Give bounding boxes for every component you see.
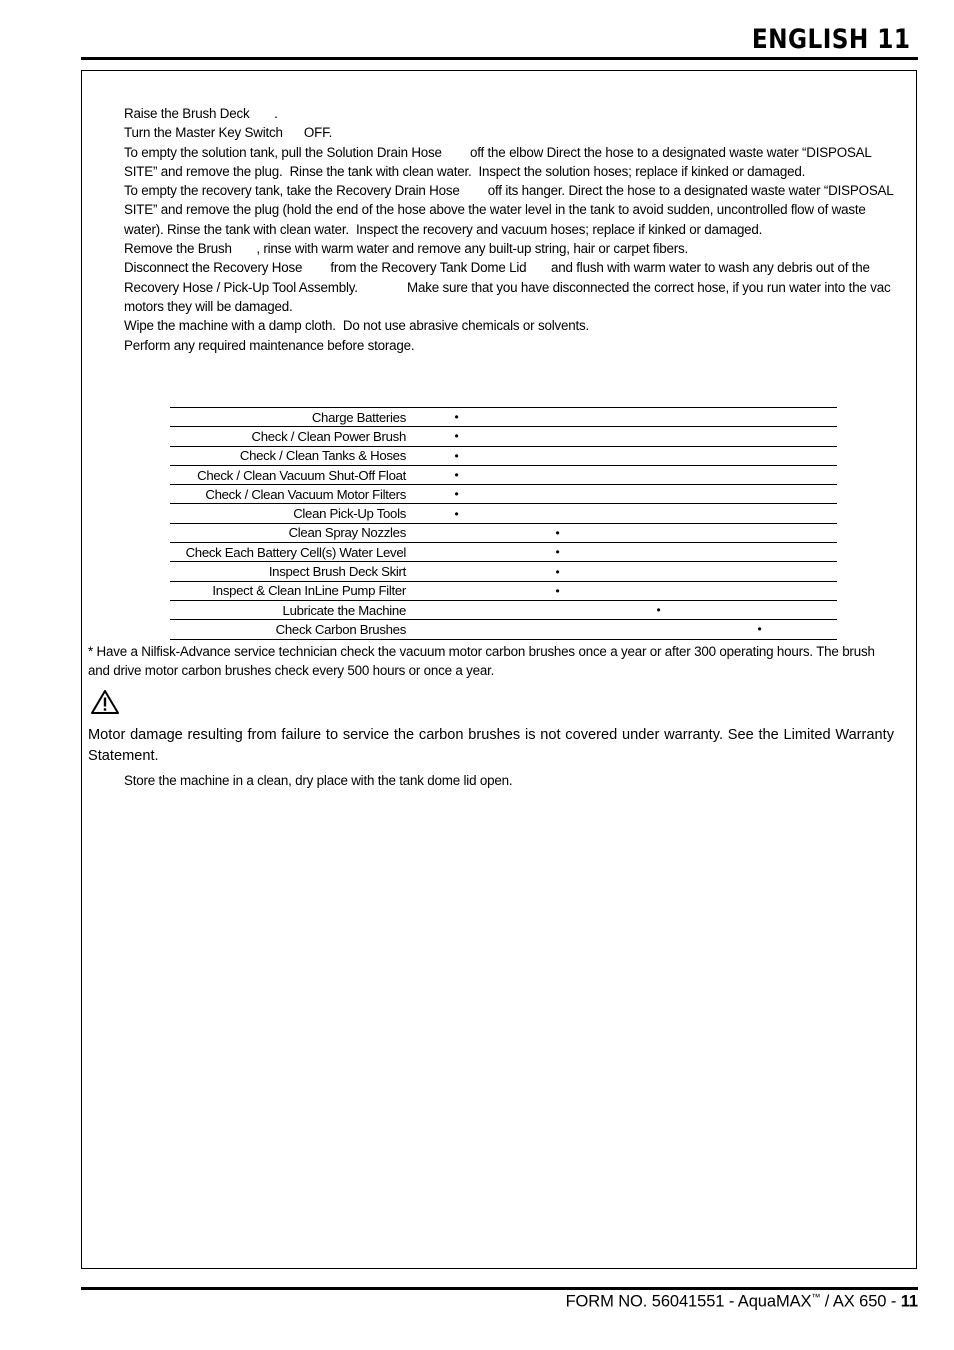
frequency-mark xyxy=(507,485,608,504)
frequency-mark: • xyxy=(507,543,608,562)
table-spacer xyxy=(810,465,837,484)
step-perform-maintenance: Perform any required maintenance before storage. xyxy=(124,337,415,353)
frequency-mark: • xyxy=(406,504,507,523)
step-empty-solution-tank: To empty the solution tank, pull the Solution Drain Hose off the elbow Direct the hose to a designated waste water “DISPOSAL SITE” and remove the plug. Rinse the tank with clean water. Inspect the solution hoses; replace if kinked or damaged. xyxy=(124,144,875,179)
frequency-mark xyxy=(709,581,810,600)
table-row xyxy=(170,465,837,484)
task-label: Check Carbon Brushes xyxy=(170,620,406,639)
frequency-mark xyxy=(608,446,709,465)
after-use-steps xyxy=(124,104,900,355)
table-row xyxy=(170,504,837,523)
task-label: Clean Spray Nozzles xyxy=(170,523,406,542)
frequency-mark xyxy=(709,543,810,562)
frequency-mark: • xyxy=(406,446,507,465)
frequency-mark xyxy=(608,562,709,581)
table-spacer xyxy=(810,600,837,619)
frequency-mark xyxy=(406,543,507,562)
header-divider xyxy=(81,57,918,60)
table-row xyxy=(170,427,837,446)
frequency-mark xyxy=(406,523,507,542)
table-spacer xyxy=(810,427,837,446)
frequency-mark: • xyxy=(507,562,608,581)
task-label: Check / Clean Vacuum Shut-Off Float xyxy=(170,465,406,484)
step-key-switch-off: Turn the Master Key Switch OFF. xyxy=(124,125,333,141)
frequency-mark xyxy=(709,408,810,427)
frequency-mark: • xyxy=(406,465,507,484)
table-spacer xyxy=(810,581,837,600)
frequency-mark xyxy=(608,543,709,562)
storage-instruction: Store the machine in a clean, dry place with the tank dome lid open. xyxy=(124,773,513,788)
task-label: Check / Clean Power Brush xyxy=(170,427,406,446)
frequency-mark xyxy=(507,620,608,639)
table-spacer xyxy=(810,408,837,427)
table-row xyxy=(170,485,837,504)
task-label: Lubricate the Machine xyxy=(170,600,406,619)
frequency-mark xyxy=(406,620,507,639)
frequency-mark: • xyxy=(406,408,507,427)
frequency-mark: • xyxy=(709,620,810,639)
frequency-mark xyxy=(608,620,709,639)
step-empty-recovery-tank: To empty the recovery tank, take the Recovery Drain Hose off its hanger. Direct the hose to a designated waste water “DISPOSAL SITE” and remove the plug (hold the end of the hose above the water level in the tank to avoid sudden, uncontrolled flow of waste water). Rinse the tank with clean water. Inspect the recovery and vacuum hoses; replace if kinked or damaged. xyxy=(124,183,897,237)
table-spacer xyxy=(810,523,837,542)
table-row xyxy=(170,620,837,639)
table-row xyxy=(170,408,837,427)
frequency-mark xyxy=(709,465,810,484)
frequency-mark xyxy=(608,523,709,542)
frequency-mark xyxy=(608,427,709,446)
step-remove-brush: Remove the Brush , rinse with warm water and remove any built-up string, hair or carpet fibers. xyxy=(124,241,689,257)
table-row xyxy=(170,446,837,465)
table-spacer xyxy=(810,620,837,639)
trademark-symbol: ™ xyxy=(811,1292,821,1302)
table-spacer xyxy=(810,504,837,523)
table-row xyxy=(170,581,837,600)
frequency-mark xyxy=(709,562,810,581)
frequency-mark xyxy=(608,408,709,427)
task-label: Charge Batteries xyxy=(170,408,406,427)
frequency-mark xyxy=(608,485,709,504)
step-disconnect-recovery-hose: Disconnect the Recovery Hose from the Recovery Tank Dome Lid and flush with warm water to wash any debris out of the Recovery Hose / Pick-Up Tool Assembly. Make sure that you have disconnected the correct hose, if you run water into the vac motors they will be damaged. xyxy=(124,260,894,314)
frequency-mark: • xyxy=(507,581,608,600)
frequency-mark xyxy=(709,485,810,504)
frequency-mark xyxy=(406,600,507,619)
table-row xyxy=(170,562,837,581)
table-row xyxy=(170,600,837,619)
frequency-mark xyxy=(406,581,507,600)
frequency-mark xyxy=(406,562,507,581)
frequency-mark xyxy=(507,427,608,446)
table-spacer xyxy=(810,562,837,581)
table-spacer xyxy=(810,485,837,504)
frequency-mark xyxy=(608,504,709,523)
table-row xyxy=(170,523,837,542)
table-spacer xyxy=(810,446,837,465)
footer-form-suffix: / AX 650 - xyxy=(820,1292,901,1311)
frequency-mark: • xyxy=(406,427,507,446)
task-label: Check Each Battery Cell(s) Water Level xyxy=(170,543,406,562)
task-label: Check / Clean Vacuum Motor Filters xyxy=(170,485,406,504)
frequency-mark xyxy=(507,465,608,484)
footer-divider xyxy=(81,1287,918,1290)
table-row xyxy=(170,543,837,562)
warranty-warning-text: Motor damage resulting from failure to service the carbon brushes is not covered under warranty. See the Limited Warranty Statement. xyxy=(88,727,894,764)
frequency-mark xyxy=(709,523,810,542)
frequency-mark xyxy=(709,600,810,619)
frequency-mark xyxy=(608,465,709,484)
step-raise-brush-deck: Raise the Brush Deck . xyxy=(124,106,278,121)
footer-form-prefix: FORM NO. 56041551 - AquaMAX xyxy=(565,1292,812,1311)
footer-form-number xyxy=(566,1292,918,1312)
frequency-mark: • xyxy=(608,600,709,619)
frequency-mark xyxy=(709,446,810,465)
task-label: Clean Pick-Up Tools xyxy=(170,504,406,523)
warning-triangle-icon xyxy=(90,689,120,715)
task-label: Inspect & Clean InLine Pump Filter xyxy=(170,581,406,600)
step-wipe-machine: Wipe the machine with a damp cloth. Do not use abrasive chemicals or solvents. xyxy=(124,318,590,334)
maintenance-schedule-table xyxy=(170,407,837,640)
page-title: ENGLISH 11 xyxy=(751,24,910,55)
frequency-mark xyxy=(709,504,810,523)
frequency-mark xyxy=(507,504,608,523)
frequency-mark xyxy=(507,446,608,465)
frequency-mark: • xyxy=(507,523,608,542)
frequency-mark xyxy=(507,600,608,619)
footer-page-number: 11 xyxy=(900,1292,918,1311)
task-label: Check / Clean Tanks & Hoses xyxy=(170,446,406,465)
table-spacer xyxy=(810,543,837,562)
task-label: Inspect Brush Deck Skirt xyxy=(170,562,406,581)
frequency-mark: • xyxy=(406,485,507,504)
frequency-mark xyxy=(608,581,709,600)
carbon-brush-footnote: * Have a Nilfisk-Advance service technician check the vacuum motor carbon brushes once a year or after 300 operating hours. The brush and drive motor carbon brushes check every 500 hours or once a year. xyxy=(88,644,875,679)
frequency-mark xyxy=(709,427,810,446)
frequency-mark xyxy=(507,408,608,427)
